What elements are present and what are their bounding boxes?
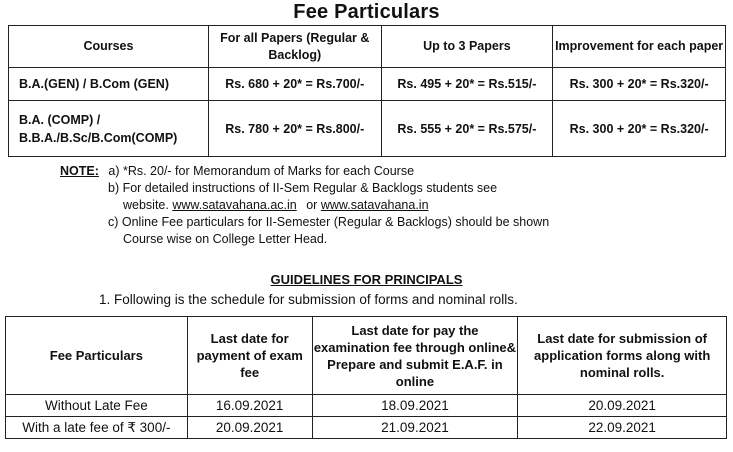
fee-row-gen: [9, 68, 726, 101]
schedule-row-late: [6, 417, 727, 439]
fee-course-comp-line2: B.B.A./B.Sc/B.Com(COMP): [19, 130, 178, 145]
note-label: NOTE:: [60, 164, 99, 178]
schedule-d2-without-late: 18.09.2021: [312, 395, 518, 417]
schedule-d3-late: 22.09.2021: [518, 417, 727, 439]
note-b2-row: [60, 197, 549, 214]
website-link-2[interactable]: www.satavahana.in: [320, 198, 429, 212]
fee-row-comp: [9, 101, 726, 157]
fee-header-all-papers-label: For all Papers (Regular & Backlog): [220, 30, 370, 62]
notes-section: [60, 163, 549, 248]
schedule-header-online: Last date for pay the examination fee through online& Prepare and submit E.A.F. in online: [312, 317, 518, 395]
note-b2-prefix: website.: [123, 198, 169, 212]
guideline-item-1: 1. Following is the schedule for submission of forms and nominal rolls.: [99, 292, 518, 307]
schedule-row-without-late: [6, 395, 727, 417]
page-title: Fee Particulars: [293, 1, 440, 23]
fee-course-comp: [9, 101, 209, 157]
fee-course-comp-line1: B.A. (COMP) /: [19, 112, 101, 127]
fee-header-all-papers: [208, 26, 381, 68]
fee-course-gen: B.A.(GEN) / B.Com (GEN): [9, 68, 209, 101]
fee-particulars-table: [8, 25, 726, 157]
fee-improve-gen: Rs. 300 + 20* = Rs.320/-: [553, 68, 726, 101]
fee-all-gen: Rs. 680 + 20* = Rs.700/-: [208, 68, 381, 101]
schedule-table: [5, 316, 727, 439]
website-link-1[interactable]: www.satavahana.ac.in: [172, 198, 297, 212]
note-a-row: [60, 163, 549, 180]
fee-up3-comp: Rs. 555 + 20* = Rs.575/-: [381, 101, 553, 157]
note-c1: c) Online Fee particulars for II-Semester (Regular & Backlogs) should be shown: [108, 215, 550, 229]
fee-header-up-to-3: Up to 3 Papers: [381, 26, 553, 68]
schedule-d2-late: 21.09.2021: [312, 417, 518, 439]
fee-header-courses: Courses: [9, 26, 209, 68]
schedule-header-payment: Last date for payment of exam fee: [187, 317, 312, 395]
schedule-label-without-late: Without Late Fee: [6, 395, 188, 417]
fee-up3-gen: Rs. 495 + 20* = Rs.515/-: [381, 68, 553, 101]
schedule-header-fee: Fee Particulars: [6, 317, 188, 395]
fee-header-row: [9, 26, 726, 68]
note-b2-or: or: [306, 198, 318, 212]
guidelines-heading: GUIDELINES FOR PRINCIPALS: [270, 272, 463, 287]
note-b1: b) For detailed instructions of II-Sem Regular & Backlogs students see: [108, 181, 498, 195]
note-c2: Course wise on College Letter Head.: [123, 232, 328, 246]
schedule-d3-without-late: 20.09.2021: [518, 395, 727, 417]
note-a: a) *Rs. 20/- for Memorandum of Marks for each Course: [108, 164, 415, 178]
schedule-label-late: With a late fee of ₹ 300/-: [6, 417, 188, 439]
fee-improve-comp: Rs. 300 + 20* = Rs.320/-: [553, 101, 726, 157]
schedule-d1-without-late: 16.09.2021: [187, 395, 312, 417]
schedule-d1-late: 20.09.2021: [187, 417, 312, 439]
schedule-header-row: [6, 317, 727, 395]
schedule-header-submission: Last date for submission of application forms along with nominal rolls.: [518, 317, 727, 395]
fee-all-comp: Rs. 780 + 20* = Rs.800/-: [208, 101, 381, 157]
fee-header-improvement: Improvement for each paper: [553, 26, 726, 68]
